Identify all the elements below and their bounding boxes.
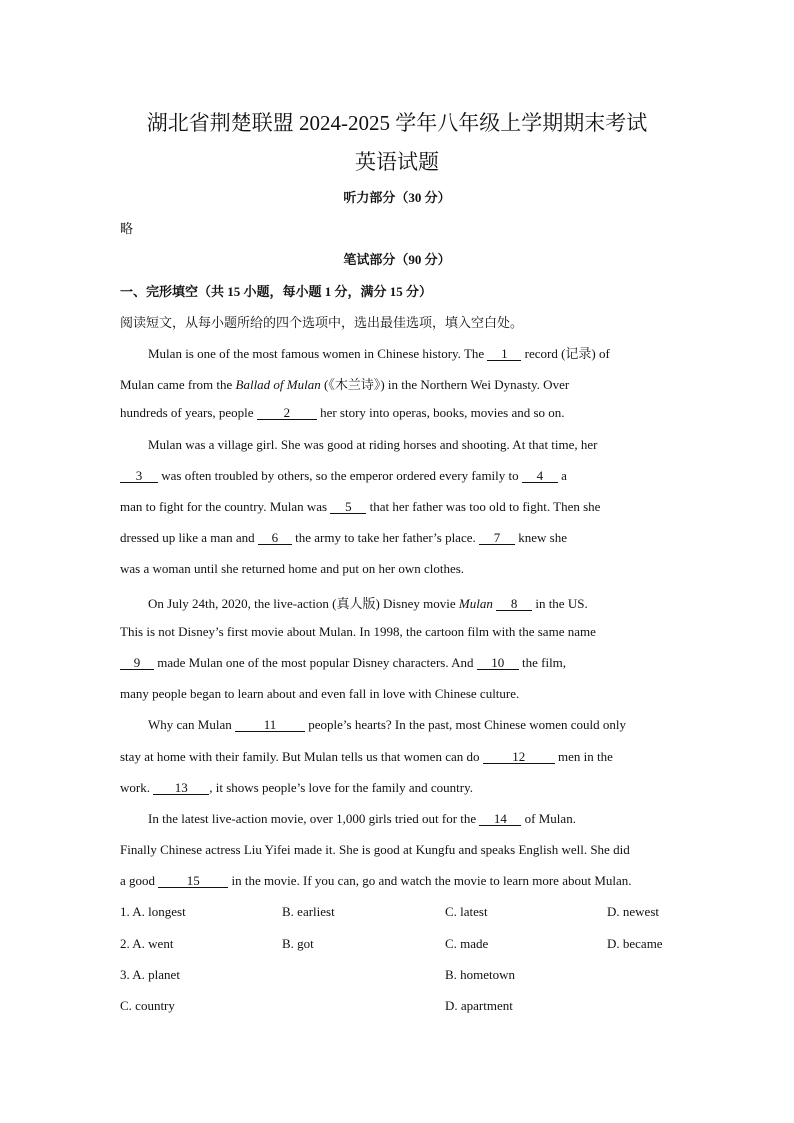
option-q1-b: B. earliest <box>282 904 335 919</box>
listening-content: 略 <box>120 221 134 236</box>
blank-14: 14 <box>479 812 521 826</box>
passage-line: In the latest live-action movie, over 1,000 girls tried out for the 14 of Mulan. <box>148 811 576 826</box>
option-q3-c: C. country <box>120 998 175 1013</box>
passage-line: dressed up like a man and 6 the army to take her father’s place. 7 knew she <box>120 530 567 545</box>
option-q1-c: C. latest <box>445 904 488 919</box>
blank-5: 5 <box>330 500 366 514</box>
listening-heading: 听力部分（30 分） <box>343 190 451 205</box>
option-q2-b: B. got <box>282 936 314 951</box>
blank-4: 4 <box>522 469 558 483</box>
passage-line: Finally Chinese actress Liu Yifei made it. She is good at Kungfu and speaks English well. She did <box>120 842 630 857</box>
passage-line: 3 was often troubled by others, so the emperor ordered every family to 4 a <box>120 468 567 484</box>
written-heading: 笔试部分（90 分） <box>343 252 451 267</box>
exam-subtitle: 英语试题 <box>355 150 439 174</box>
option-q1-a: 1. A. longest <box>120 904 186 919</box>
passage-line: On July 24th, 2020, the live-action (真人版) Disney movie Mulan 8 in the US. <box>148 596 588 611</box>
passage-line: was a woman until she returned home and put on her own clothes. <box>120 561 465 576</box>
blank-10: 10 <box>477 656 519 670</box>
passage-line: 9 made Mulan one of the most popular Disney characters. And 10 the film, <box>120 655 566 671</box>
option-q3-a: 3. A. planet <box>120 967 180 982</box>
section-heading: 一、完形填空（共 15 小题，每小题 1 分，满分 15 分） <box>120 284 433 299</box>
blank-15: 15 <box>158 874 228 888</box>
passage-line: Why can Mulan 11 people’s hearts? In the past, most Chinese women could only <box>148 717 626 732</box>
option-q2-a: 2. A. went <box>120 936 174 951</box>
blank-6: 6 <box>258 531 292 545</box>
blank-9: 9 <box>120 656 154 670</box>
passage-line: stay at home with their family. But Mulan tells us that women can do 12 men in the <box>120 749 613 764</box>
passage-line: work. 13 , it shows people’s love for the family and country. <box>120 780 474 795</box>
option-q3-d: D. apartment <box>445 998 513 1013</box>
passage-line: This is not Disney’s first movie about Mulan. In 1998, the cartoon film with the same name <box>120 624 596 639</box>
passage-line: many people began to learn about and even fall in love with Chinese culture. <box>120 686 520 701</box>
instruction-text: 阅读短文，从每小题所给的四个选项中，选出最佳选项，填入空白处。 <box>120 315 524 330</box>
blank-8: 8 <box>496 597 532 611</box>
passage-line: Mulan is one of the most famous women in Chinese history. The 1 record (记录) of <box>148 346 610 361</box>
passage-line: Mulan was a village girl. She was good at riding horses and shooting. At that time, her <box>148 437 598 452</box>
option-q1-d: D. newest <box>607 904 659 919</box>
blank-7: 7 <box>479 531 515 545</box>
passage-line: hundreds of years, people 2 her story into operas, books, movies and so on. <box>120 405 565 420</box>
blank-1: 1 <box>487 347 521 361</box>
blank-13: 13 <box>153 781 209 795</box>
blank-2: 2 <box>257 406 317 420</box>
blank-11: 11 <box>235 718 305 732</box>
passage-line: a good 15 in the movie. If you can, go and watch the movie to learn more about Mulan. <box>120 873 632 888</box>
blank-12: 12 <box>483 750 555 764</box>
option-q2-d: D. became <box>607 936 663 951</box>
option-q2-c: C. made <box>445 936 489 951</box>
blank-3: 3 <box>120 469 158 483</box>
option-q3-b: B. hometown <box>445 967 516 982</box>
exam-title: 湖北省荆楚联盟 2024-2025 学年八年级上学期期末考试 <box>146 111 648 135</box>
passage-line: Mulan came from the Ballad of Mulan (《木兰诗》) in the Northern Wei Dynasty. Over <box>120 377 570 392</box>
passage-line: man to fight for the country. Mulan was 5 that her father was too old to fight. Then she <box>120 499 601 514</box>
